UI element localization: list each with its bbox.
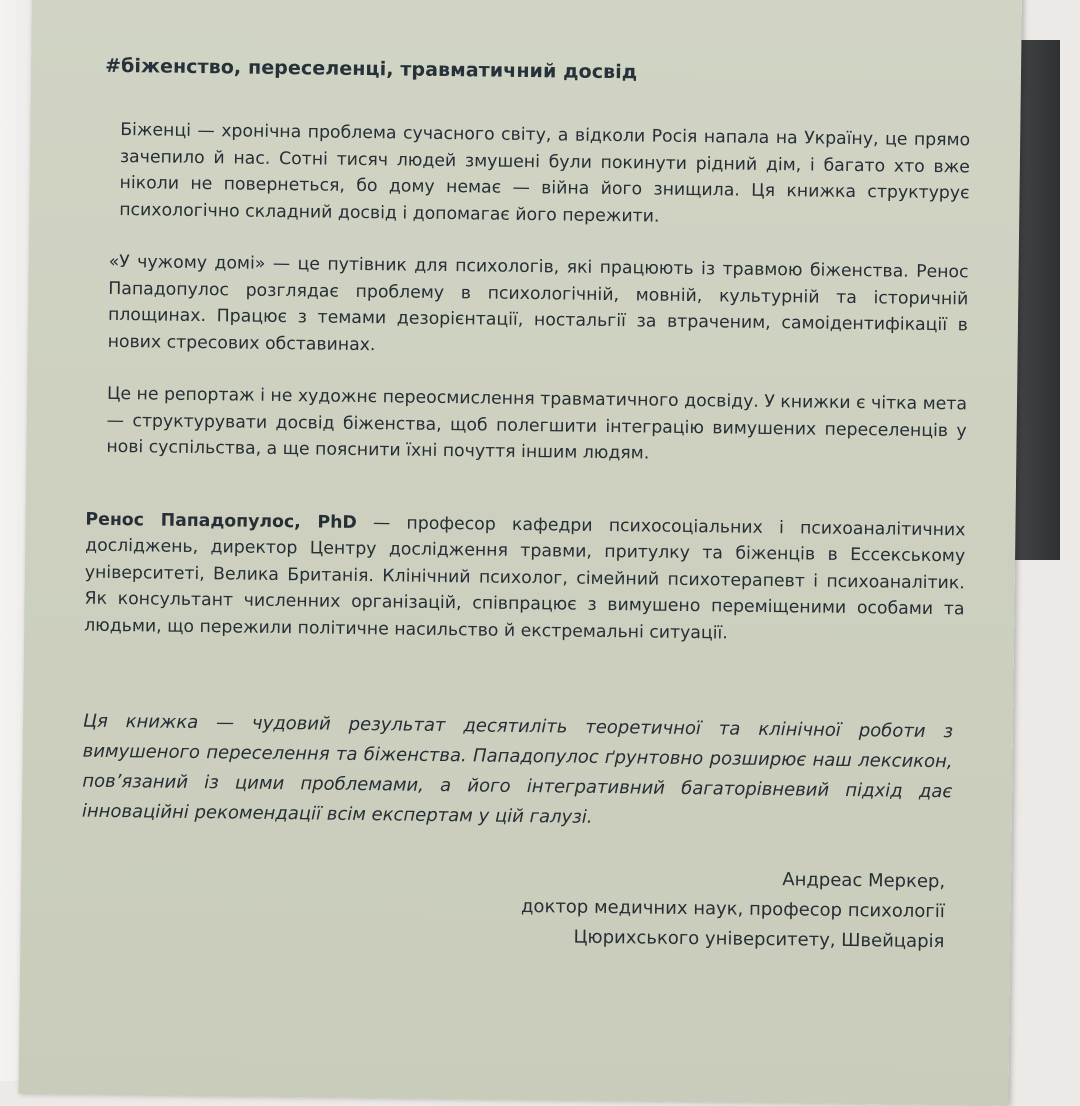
description-paragraph-1: Біженці — хронічна проблема сучасного світу, а відколи Росія напала на Україну, це прямо зачепило й нас. Сотні тисяч людей змушені були покинути рідний дім, і багато хто вже ніколи не повернеться, бо дому немає — війна його знищила. Ця книжка структурує психологічно складний досвід і допомагає його пережити. [119, 120, 971, 227]
reviewer-title: доктор медичних наук, професор психології [520, 895, 945, 923]
review-signature [80, 857, 961, 958]
reviewer-affiliation: Цюрихського університету, Швейцарія [573, 926, 945, 953]
reviewer-name: Андреас Меркер, [782, 869, 946, 893]
review-quote: Ця книжка — чудовий результат десятиліть теоретичної та клінічної роботи з вимушеного переселення та біженства. Пападопулос ґрунтовно розширює наш лексикон, пов’язаний із цими проблемами, а його інтегративний багаторівневий підхід дає інноваційні рекомендації всім експертам у цій галузі. [81, 710, 954, 828]
description-paragraph-3: Це не репортаж і не художнє переосмислення травматичного досвіду. У книжки є чітка мета — структурувати досвід біженства, щоб полегшити інтеграцію вимушених переселенців у нові суспільства, а ще пояснити їхні почуття іншим людям. [106, 383, 968, 464]
author-bio [84, 506, 966, 649]
author-bio-text: — професор кафедри психосоціальних і психоаналітичних досліджень, директор Центру дослідження травми, притулку та біженців в Ессекському університеті, Велика Британія. Клінічний психолог, сімейний психотерапевт і психоаналітик. Як консультант численних організацій, співпрацює з вимушено переміщеними особами та людьми, що пережили політичне насильство й екстремальні ситуації. [84, 512, 966, 644]
hashtag-heading: #біженство, переселенці, травматичний досвід [104, 54, 638, 84]
description-paragraph-2: «У чужому домі» — це путівник для психологів, які працюють із травмою біженства. Ренос Пападопулос розглядає проблему в психологічній, мовній, культурній та історичній площинах. Працює з темами дезорієнтації, ностальгії за втраченим, самоідентифікації в нових стресових обставинах. [107, 251, 969, 355]
author-name: Ренос Пападопулос, PhD [85, 509, 357, 533]
book-back-cover [18, 0, 1021, 1106]
cover-text [80, 55, 971, 958]
